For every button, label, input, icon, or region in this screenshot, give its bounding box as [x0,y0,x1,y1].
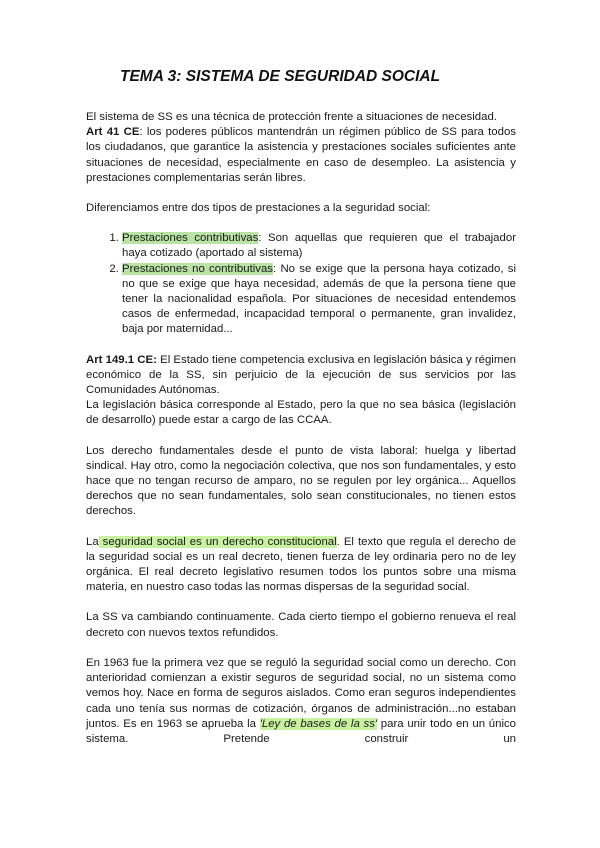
derecho-constitucional-paragraph [86,535,516,596]
art-41-label: Art 41 CE [86,126,140,139]
historia-paragraph [86,656,516,747]
legislacion-paragraph: La legislación básica corresponde al Estado, pero la que no sea básica (legislación de desarrollo) puede estar a cargo de las CCAA. [86,399,516,427]
art-149-paragraph [86,353,516,399]
highlight-term: Prestaciones no contributivas [122,262,274,275]
p7-pre: La [86,535,99,548]
document-body [86,110,516,747]
art-41-text: : los poderes públicos mantendrán un régimen público de SS para todos los ciudadanos, que garantice la asistencia y prestaciones sociales suficientes ante situaciones de necesidad, especialmente en caso de desempleo. La asistencia y prestaciones complementarias serán libres. [86,126,516,184]
art-149-label: Art 149.1 CE: [86,353,157,366]
list-item [122,231,516,261]
intro-paragraph: El sistema de SS es una técnica de protección frente a situaciones de necesidad. [86,111,497,123]
list-item [122,262,516,338]
p9-post: para unir todo en un único sistema. Pretende construir un [86,717,517,745]
highlight-term: Prestaciones contributivas [122,232,259,245]
prestaciones-list [86,231,516,337]
document-title: TEMA 3: SISTEMA DE SEGURIDAD SOCIAL [120,68,441,85]
p9-pre: En 1963 fue la primera vez que se reguló la seguridad social como un derecho. Con anterioridad comienzan a existir seguros de seguridad social, no un sistema como vemos hoy. Nace en forma de seguros aislados. Como eran seguros independientes cada uno tenía sus normas de cotización, órganos de administración...no estaban juntos. Es en 1963 se aprueba la [86,656,516,730]
prestaciones-intro: Diferenciamos entre dos tipos de prestaciones a la seguridad social: [86,202,431,215]
ss-cambios-paragraph: La SS va cambiando continuamente. Cada cierto tiempo el gobierno renueva el real decreto con nuevos textos refundidos. [86,611,516,639]
list-item-text: : No se exige que la persona haya cotizado, si no que se exige que haya necesidad, además de que la persona tiene que tener la nacionalidad española. Por situaciones de necesidad entendemos casos de enfermedad, incapacidad temporal o permanente, gran invalidez, baja por maternidad... [122,262,516,336]
list-item-text: : Son aquellas que requieren que el trabajador haya cotizado (aportado al sistema) [122,232,516,260]
p7-text: . El texto que regula el derecho de la seguridad social es un real decreto, tienen fuerza de ley ordinaria pero no de ley orgánica. El real decreto legislativo resumen todos los puntos sobre una misma materia, en nuestro caso todas las normas dispersas de la seguridad social. [86,535,516,594]
derechos-paragraph: Los derecho fundamentales desde el punto de vista laboral: huelga y libertad sindical. Hay otro, como la negociación colectiva, que nos son fundamentales, y esto hace que no tengan recurso de amparo, no se regulen por ley orgánica... Aquellos derechos que no sean fundamentales, solo sean constitucionales, no tienen estos derechos. [86,444,516,518]
art-41-paragraph [86,125,516,186]
art-149-text: El Estado tiene competencia exclusiva en legislación básica y régimen económico de la SS, sin perjuicio de la ejecución de sus servicios por las Comunidades Autónomas. [86,353,516,397]
highlight-term: 'Ley de bases de la ss' [259,717,378,730]
highlight-term: seguridad social es un derecho constitucional [98,535,337,548]
